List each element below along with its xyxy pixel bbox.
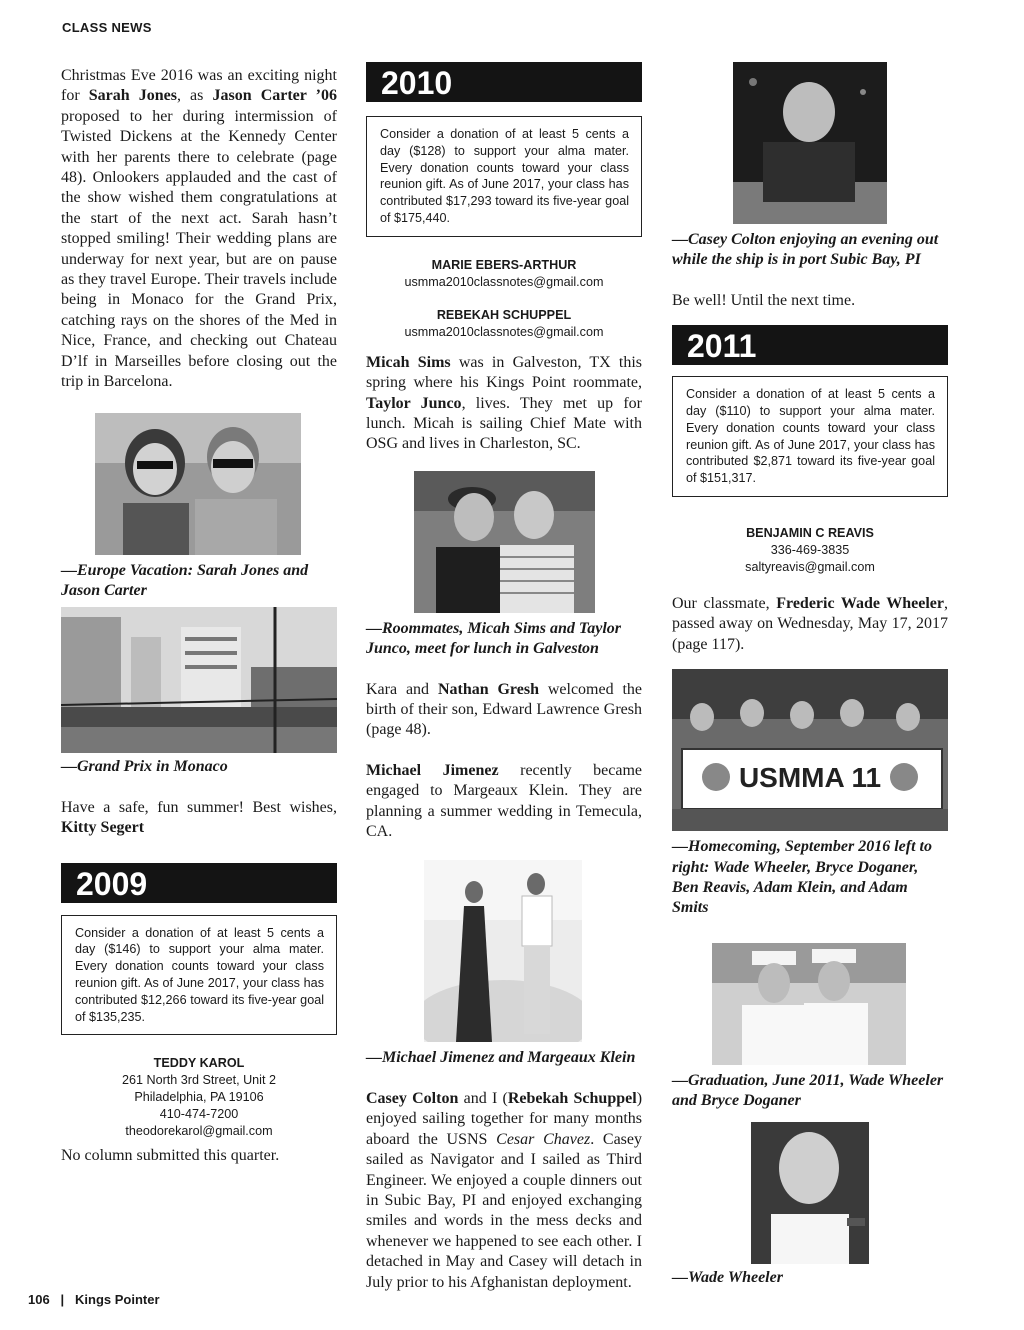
wheeler-paragraph: Our classmate, Frederic Wade Wheeler, passed away on Wednesday, May 17, 2017 (page 117). (672, 595, 949, 653)
contact-name: TEDDY KAROL (153, 1056, 245, 1071)
contact-email: saltyreavis@gmail.com (745, 560, 875, 574)
column-3 (672, 62, 948, 1288)
contact-address-line1: 261 North 3rd Street, Unit 2 (121, 1073, 276, 1088)
photo-graduation (712, 943, 906, 1065)
page-number: 106 (28, 1292, 50, 1307)
farewell-line: Be well! Until the next time. (672, 291, 856, 309)
gresh-paragraph: Kara and Nathan Gresh welcomed the birth of their son, Edward Lawrence Gresh (page 48). (366, 680, 643, 739)
intro-paragraph: Christmas Eve 2016 was an exciting night for Sarah Jones, as Jason Carter ’06 proposed to her during intermission of Twisted Dickens at the Kennedy Center with her parents there to celebrate (page 48). Onlookers applauded and the cast of the show wished them congratulations at the start of the next act. Sarah hasn’t stopped smiling! Their wedding plans are underway for next year, but are on pause as they travel Europe. Their travels include being in Monaco for the Grand Prix, catching rays on the shores of the Med in Nice, France, and checking out Chateau D’lf in Marseilles before closing out the trip in Barcelona. (61, 67, 338, 391)
photo-engagement (424, 860, 582, 1042)
colton-paragraph: Casey Colton and I (Rebekah Schuppel) enjoyed sailing together for many months aboard the USNS Cesar Chavez. Casey sailed as Navigator and I sailed as Third Engineer. We enjoyed a couple dinners out in Subic Bay, PI and enjoyed exchanging smiles and words in the mess decks and whenever we happened to see each other. I detached in May and Casey will detach in July prior to his Afghanistan deployment. (366, 1089, 643, 1291)
contact-2010 (366, 257, 642, 341)
micah-paragraph: Micah Sims was in Galveston, TX this spring where his Kings Point roommate, Taylor Junco, lives. They met up for lunch. Micah is sailing Chief Mate with OSG and lives in Charleston, SC. (366, 353, 643, 453)
caption-homecoming: —Homecoming, September 2016 left to right: Wade Wheeler, Bryce Doganer, Ben Reavis, Adam Klein, and Adam Smits (672, 838, 932, 917)
caption-engagement: —Michael Jimenez and Margeaux Klein (366, 1049, 636, 1067)
photo-europe-vacation (95, 413, 301, 555)
caption-grand-prix: —Grand Prix in Monaco (61, 758, 228, 776)
no-column-note: No column submitted this quarter. (61, 1147, 280, 1165)
jimenez-paragraph: Michael Jimenez recently became engaged to Margeaux Klein. They are planning a summer wedding in Temecula, CA. (366, 761, 642, 841)
banner-text: USMMA 11 (738, 762, 882, 794)
caption-wade-wheeler: —Wade Wheeler (672, 1268, 783, 1286)
contact-2011 (672, 525, 948, 576)
donation-box-2010: Consider a donation of at least 5 cents a day ($128) to support your alma mater. Every donation counts toward your class reunion gift. As of June 2017, your class has contributed $17,293 toward its five-year goal of $175,440. (366, 116, 642, 237)
photo-roommates (414, 471, 595, 613)
contact-name-2: REBEKAH SCHUPPEL (436, 307, 572, 322)
contact-2009 (61, 1055, 337, 1140)
photo-wade-wheeler (751, 1122, 869, 1264)
contact-name: BENJAMIN C REAVIS (746, 526, 874, 540)
contact-name-1: MARIE EBERS-ARTHUR (431, 257, 577, 272)
column-1 (61, 66, 337, 1167)
contact-phone: 410-474-7200 (159, 1107, 239, 1122)
contact-address-line2: Philadelphia, PA 19106 (134, 1090, 264, 1105)
contact-email-2: usmma2010classnotes@gmail.com (404, 324, 604, 339)
donation-box-2009: Consider a donation of at least 5 cents a day ($146) to support your alma mater. Every donation counts toward your class reunion gift. As of June 2017, your class has contributed $12,266 toward its five-year goal of $135,235. (61, 915, 337, 1036)
contact-phone: 336-469-3835 (770, 543, 850, 557)
publication-name: Kings Pointer (75, 1292, 160, 1307)
footer-separator: | (60, 1292, 65, 1307)
closing-paragraph: Have a safe, fun summer! Best wishes, Kitty Segert (61, 798, 337, 837)
caption-graduation: —Graduation, June 2011, Wade Wheeler and Bryce Doganer (672, 1071, 944, 1110)
year-heading-2010: 2010 (366, 62, 642, 102)
caption-roommates: —Roommates, Micah Sims and Taylor Junco, meet for lunch in Galveston (366, 619, 621, 658)
photo-homecoming (672, 669, 948, 831)
column-2 (366, 62, 642, 1293)
contact-email-1: usmma2010classnotes@gmail.com (404, 274, 604, 289)
section-header: CLASS NEWS (62, 20, 152, 35)
year-heading-2009: 2009 (61, 863, 337, 903)
caption-europe-vacation: —Europe Vacation: Sarah Jones and Jason Carter (61, 561, 309, 599)
donation-box-2011: Consider a donation of at least 5 cents a day ($110) to support your alma mater. Every donation counts toward your class reunion gift. As of June 2017, your class has contributed $2,871 toward its five-year goal of $151,317. (672, 376, 948, 497)
caption-casey-colton: —Casey Colton enjoying an evening out while the ship is in port Subic Bay, PI (672, 231, 939, 269)
photo-grand-prix (61, 607, 337, 753)
photo-casey-colton (733, 62, 887, 224)
page-footer (28, 1292, 160, 1307)
contact-email: theodorekarol@gmail.com (125, 1124, 273, 1139)
year-heading-2011: 2011 (672, 325, 948, 365)
